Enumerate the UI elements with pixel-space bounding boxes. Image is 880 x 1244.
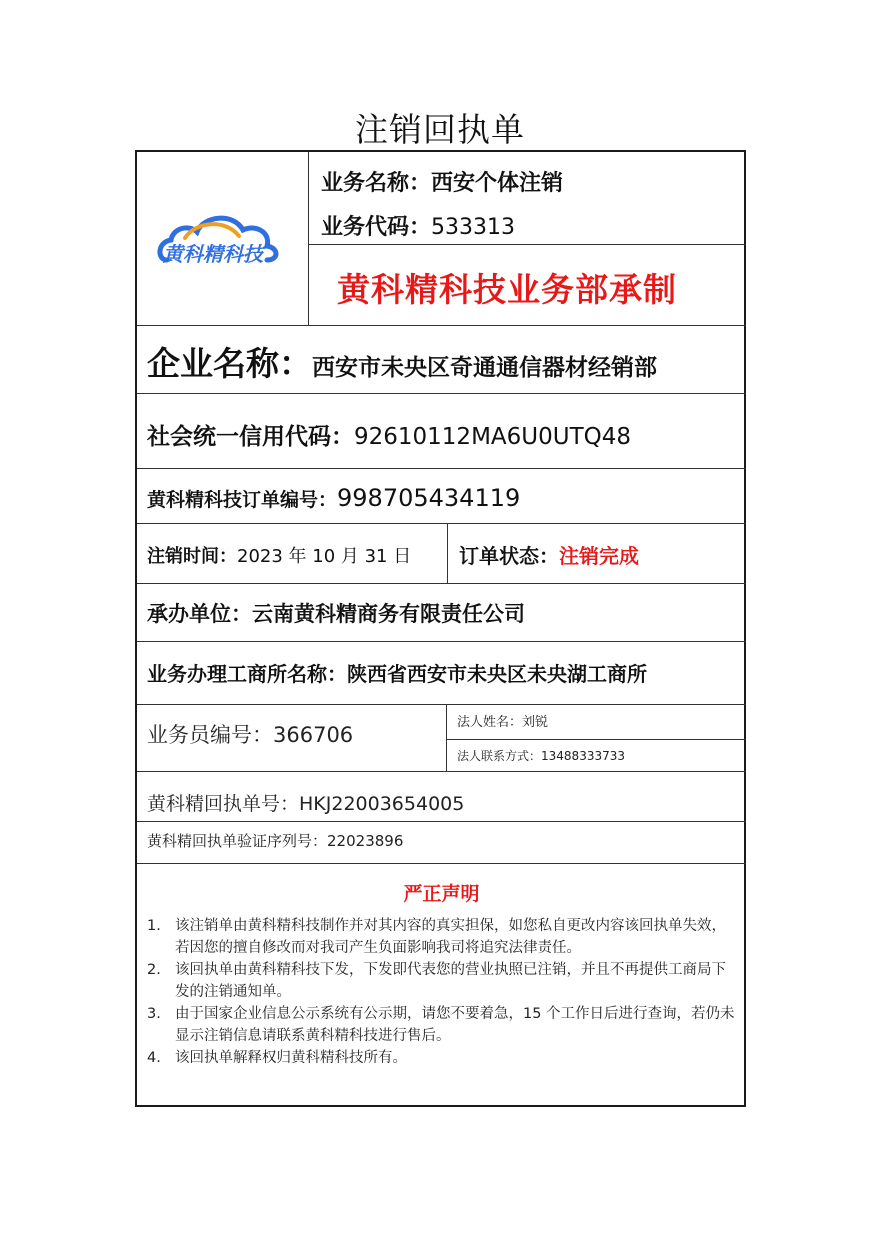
logo xyxy=(137,152,309,325)
business-name-value: 西安个体注销 xyxy=(431,171,564,196)
notice-section xyxy=(137,863,746,1107)
cancel-time-value: 2023 年 10 月 31 日 xyxy=(237,546,412,567)
staff-id xyxy=(147,719,353,749)
divider xyxy=(137,523,746,524)
staff-id-label: 业务员编号： xyxy=(147,723,273,747)
notice-item-text: 该注销单由黄科精科技制作并对其内容的真实担保，如您私自更改内容该回执单失效，若因您的擅自修改而对我司产生负面影响我司将追究法律责任。 xyxy=(175,918,726,956)
producer-banner: 黄科精科技业务部承制 xyxy=(337,270,677,309)
divider xyxy=(137,468,746,469)
order-status xyxy=(459,540,639,569)
notice-item xyxy=(147,959,737,1003)
business-code-value: 533313 xyxy=(431,215,515,240)
legal-contact-value: 13488333733 xyxy=(541,749,625,763)
order-number-value: 998705434119 xyxy=(337,484,521,512)
divider xyxy=(137,325,746,326)
staff-id-value: 366706 xyxy=(273,723,354,747)
divider xyxy=(137,641,746,642)
receipt-form xyxy=(135,150,746,1107)
notice-item-number: 1. xyxy=(147,918,161,934)
divider xyxy=(308,244,746,245)
receipt-number-value: HKJ22003654005 xyxy=(299,793,465,815)
office-name xyxy=(147,658,647,687)
divider xyxy=(308,152,309,325)
notice-item xyxy=(147,915,737,959)
notice-item-text: 该回执单由黄科精科技下发，下发即代表您的营业执照已注销，并且不再提供工商局下发的注销通知单。 xyxy=(175,962,726,1000)
document-title: 注销回执单 xyxy=(355,110,525,149)
notice-title: 严正声明 xyxy=(403,883,480,905)
divider xyxy=(446,739,746,740)
handling-unit xyxy=(147,598,525,628)
receipt-number xyxy=(147,789,464,816)
office-name-value: 陕西省西安市未央区未央湖工商所 xyxy=(347,662,647,686)
notice-item xyxy=(147,1047,737,1069)
receipt-number-label: 黄科精回执单号： xyxy=(147,793,300,815)
notice-list xyxy=(147,915,737,1069)
notice-item-number: 2. xyxy=(147,962,161,978)
order-number-label: 黄科精科技订单编号： xyxy=(147,489,338,511)
office-name-label: 业务办理工商所名称： xyxy=(147,662,347,686)
handling-unit-label: 承办单位： xyxy=(147,602,252,626)
status-badge: 注销完成 xyxy=(559,544,639,568)
credit-code xyxy=(147,418,631,451)
notice-item-number: 4. xyxy=(147,1050,161,1066)
business-code xyxy=(321,210,515,241)
divider xyxy=(137,821,746,822)
legal-contact-label: 法人联系方式： xyxy=(457,749,542,763)
divider xyxy=(137,704,746,705)
notice-item-number: 3. xyxy=(147,1006,161,1022)
cancel-time xyxy=(147,542,411,568)
divider xyxy=(137,393,746,394)
company-name-label: 企业名称： xyxy=(147,344,312,383)
notice-item-text: 由于国家企业信息公示系统有公示期，请您不要着急，15 个工作日后进行查询，若仍未显示注销信息请联系黄科精科技进行售后。 xyxy=(175,1006,735,1044)
legal-name xyxy=(457,711,548,730)
credit-code-value: 92610112MA6U0UTQ48 xyxy=(354,424,631,450)
legal-contact xyxy=(457,747,625,764)
receipt-serial-label: 黄科精回执单验证序列号： xyxy=(147,832,328,850)
business-name xyxy=(321,166,563,197)
cancel-time-label: 注销时间： xyxy=(147,546,237,567)
order-status-label: 订单状态： xyxy=(459,544,559,568)
business-name-label: 业务名称： xyxy=(321,171,432,196)
company-name xyxy=(147,338,657,385)
divider xyxy=(137,771,746,772)
handling-unit-value: 云南黄科精商务有限责任公司 xyxy=(252,602,525,626)
order-number xyxy=(147,484,520,512)
notice-item-text: 该回执单解释权归黄科精科技所有。 xyxy=(175,1050,407,1066)
divider xyxy=(137,583,746,584)
legal-name-label: 法人姓名： xyxy=(457,715,523,730)
credit-code-label: 社会统一信用代码： xyxy=(147,424,354,450)
legal-name-value: 刘锐 xyxy=(522,715,549,730)
divider xyxy=(447,523,448,583)
logo-text: 黄科精科技 xyxy=(163,242,263,266)
receipt-serial-value: 22023896 xyxy=(327,832,404,850)
divider xyxy=(446,704,447,771)
business-code-label: 业务代码： xyxy=(321,215,432,240)
company-name-value: 西安市未央区奇通通信器材经销部 xyxy=(312,355,657,381)
receipt-serial xyxy=(147,830,403,851)
notice-item xyxy=(147,1003,737,1047)
